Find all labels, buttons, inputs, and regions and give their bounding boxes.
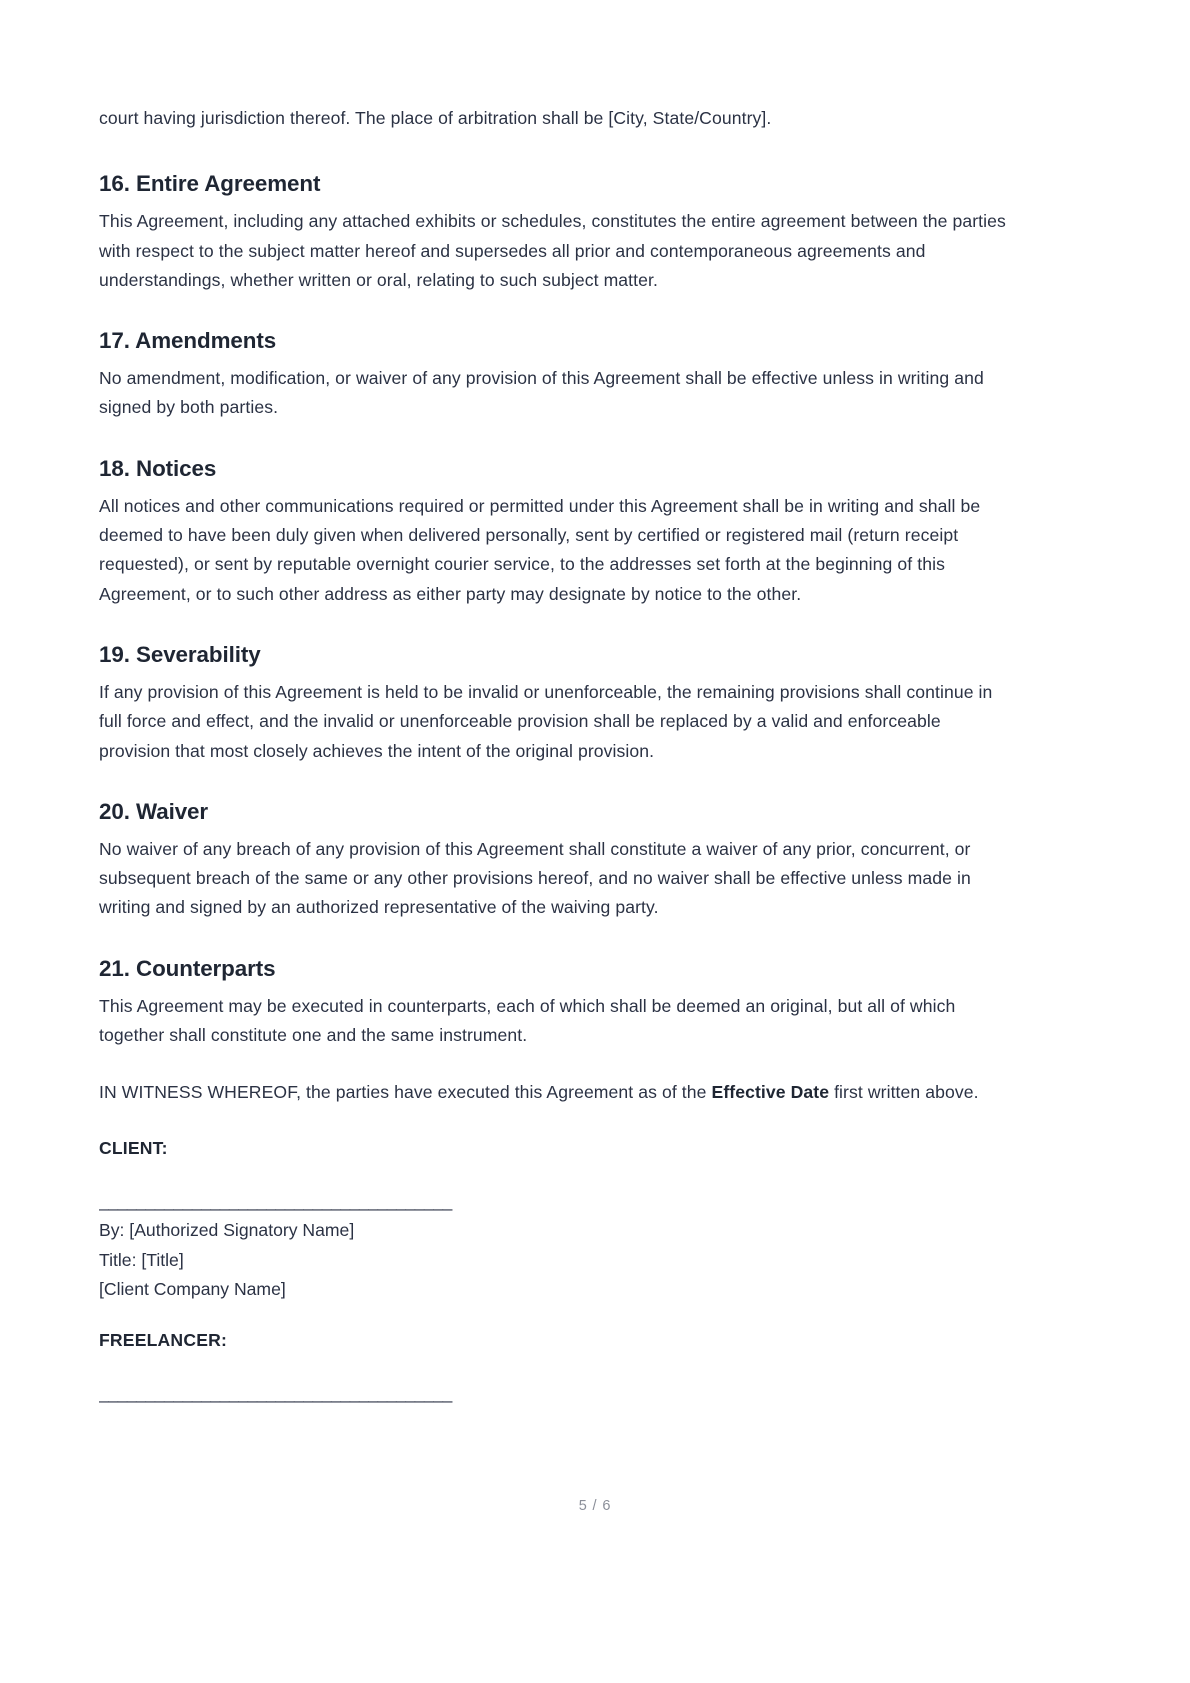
spacer: [99, 1050, 1007, 1078]
spacer: [99, 484, 1007, 492]
spacer: [99, 423, 1007, 454]
witness-clause: [99, 1078, 1007, 1107]
section-heading-notices: 18. Notices: [99, 455, 217, 481]
witness-clause-lead: IN WITNESS WHEREOF, the parties have executed this Agreement as of the: [99, 1082, 712, 1103]
spacer: [99, 1108, 1007, 1134]
client-company-name: [Client Company Name]: [99, 1278, 286, 1299]
spacer: [99, 133, 1007, 169]
section-heading-counterparts: 21. Counterparts: [99, 955, 276, 981]
spacer: [99, 827, 1007, 835]
client-signatory-title: Title: [Title]: [99, 1249, 184, 1270]
client-signatory-name: By: [Authorized Signatory Name]: [99, 1220, 355, 1241]
freelancer-signature-rule: ______________________________________: [99, 1383, 452, 1404]
section-heading-waiver: 20. Waiver: [99, 798, 209, 824]
section-paragraph-notices: All notices and other communications required or permitted under this Agreement shall be in writing and shall be deemed to have been duly given when delivered personally, sent by certified or registered mail (return receipt requested), or sent by reputable overnight courier service, to the addresses set forth at the beginning of this Agreement, or to such other address as either party may designate by notice to the other.: [99, 495, 981, 604]
section-heading-entire-agreement: 16. Entire Agreement: [99, 171, 321, 197]
section-heading-severability: 19. Severability: [99, 641, 261, 667]
document-body: [99, 104, 1007, 1409]
freelancer-party-label: FREELANCER:: [99, 1330, 228, 1351]
spacer: [99, 199, 1007, 207]
witness-clause-tail: first written above.: [829, 1082, 979, 1103]
spacer: [99, 1304, 1007, 1326]
spacer: [99, 356, 1007, 364]
spacer: [99, 984, 1007, 992]
page-footer: [0, 1496, 1190, 1516]
page-number-indicator: 5 / 6: [578, 1498, 612, 1514]
spacer: [99, 766, 1007, 797]
intro-paragraph: court having jurisdiction thereof. The place of arbitration shall be [City, State/Country].: [99, 108, 772, 128]
spacer: [99, 1355, 1007, 1379]
section-paragraph-counterparts: This Agreement may be executed in counterparts, each of which shall be deemed an original, but all of which together shall constitute one and the same instrument.: [99, 995, 956, 1046]
section-paragraph-entire-agreement: This Agreement, including any attached exhibits or schedules, constitutes the entire agreement between the parties with respect to the subject matter hereof and supersedes all prior and contemporaneous agreements and understandings, whether written or oral, relating to such subject matter.: [99, 211, 1006, 290]
section-paragraph-amendments: No amendment, modification, or waiver of any provision of this Agreement shall be effective unless in writing and signed by both parties.: [99, 368, 984, 418]
spacer: [99, 1163, 1007, 1187]
spacer: [99, 670, 1007, 678]
section-heading-amendments: 17. Amendments: [99, 328, 277, 354]
effective-date-term: Effective Date: [711, 1082, 830, 1103]
client-party-label: CLIENT:: [99, 1137, 168, 1158]
section-paragraph-waiver: No waiver of any breach of any provision of this Agreement shall constitute a waiver of any prior, concurrent, or subsequent breach of the same or any other provisions hereof, and no waiver shall be effective unless made in writing and signed by an authorized representative of the waiving party.: [99, 838, 971, 918]
spacer: [99, 923, 1007, 954]
client-signature-rule: ______________________________________: [99, 1190, 452, 1211]
section-paragraph-severability: If any provision of this Agreement is held to be invalid or unenforceable, the remaining provisions shall continue in full force and effect, and the invalid or unenforceable provision shall be replaced by a valid and enforceable provision that most closely achieves the intent of the original provision.: [99, 681, 993, 761]
spacer: [99, 609, 1007, 640]
spacer: [99, 295, 1007, 326]
